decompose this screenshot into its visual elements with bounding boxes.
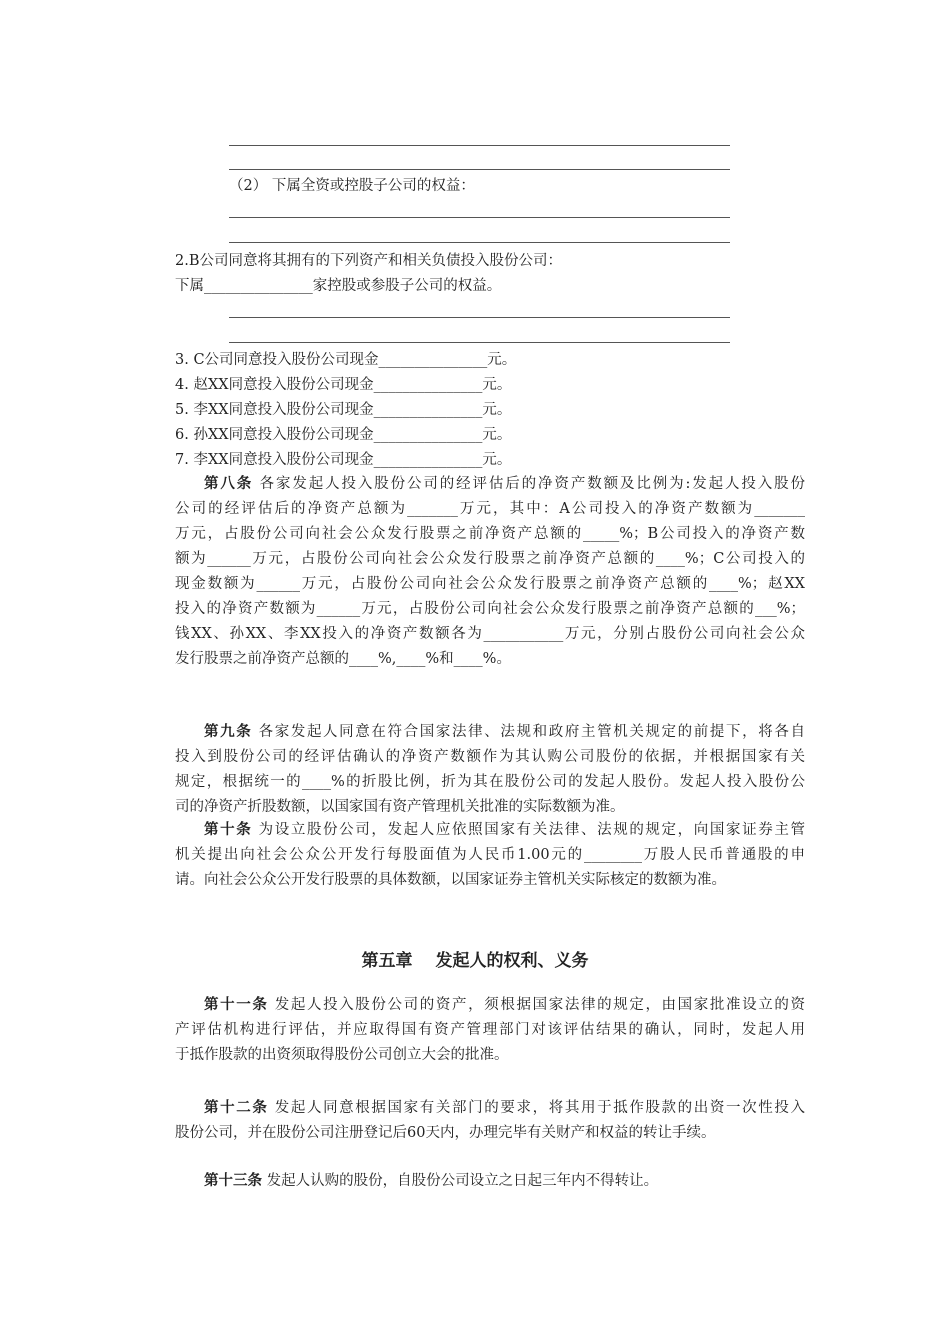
article-text: 各家发起人同意在符合国家法律、法规和政府主管机关规定的前提下，将各自	[252, 724, 805, 740]
blank-line	[229, 169, 730, 170]
sub-item-2: （2） 下属全资或控股子公司的权益：	[229, 178, 475, 194]
article-title: 第九条	[204, 724, 253, 740]
article-10	[175, 818, 805, 893]
paragraph-line	[175, 993, 805, 1018]
paragraph-line	[175, 1096, 805, 1121]
item-2: 2.B公司同意将其拥有的下列资产和相关负债投入股份公司： 下属_______________家控股或参股子公司的权益。	[175, 253, 562, 294]
paragraph-line	[175, 472, 805, 497]
chapter-heading: 第五章 发起人的权利、义务	[361, 951, 589, 971]
list-item: 4. 赵XX同意投入股份公司现金_______________元。	[175, 377, 512, 393]
article-text: 发起人认购的股份，自股份公司设立之日起三年内不得转让。	[262, 1173, 659, 1189]
article-9	[175, 720, 805, 820]
paragraph-line	[175, 720, 805, 745]
paragraph-line: 产评估机构进行评估，并应取得国有资产管理部门对该评估结果的确认，同时，发起人用	[175, 1022, 805, 1038]
article-12	[175, 1096, 805, 1146]
paragraph-line: 发行股票之前净资产总额的____%,____%和____%。	[175, 651, 511, 667]
paragraph-line: 投入的净资产数额为______万元，占股份公司向社会公众发行股票之前净资产总额的___%；	[175, 601, 805, 617]
paragraph-line	[175, 818, 805, 843]
article-title: 第十条	[204, 822, 253, 838]
list-item: 6. 孙XX同意投入股份公司现金_______________元。	[175, 427, 512, 443]
article-title: 第十一条	[204, 997, 269, 1013]
paragraph-line	[175, 1169, 805, 1194]
paragraph-line: 于抵作股款的出资须取得股份公司创立大会的批准。	[175, 1047, 509, 1063]
blank-line	[229, 342, 730, 343]
blank-line	[229, 217, 730, 218]
list-item: 5. 李XX同意投入股份公司现金_______________元。	[175, 402, 512, 418]
paragraph-line: 股份公司，并在股份公司注册登记后60天内，办理完毕有关财产和权益的转让手续。	[175, 1125, 716, 1141]
paragraph-line: 现金数额为______万元，占股份公司向社会公众发行股票之前净资产总额的____%；赵XX	[175, 576, 805, 592]
article-11	[175, 993, 805, 1068]
article-8	[175, 472, 805, 672]
blank-line	[229, 242, 730, 243]
article-13	[175, 1169, 805, 1194]
items-list	[175, 348, 805, 473]
list-item: 7. 李XX同意投入股份公司现金_______________元。	[175, 452, 512, 468]
blank-line	[229, 145, 730, 146]
paragraph-line: 万元，占股份公司向社会公众发行股票之前净资产总额的_____%；B公司投入的净资产数	[175, 526, 805, 542]
list-item: 3. C公司同意投入股份公司现金_______________元。	[175, 352, 517, 368]
article-title: 第十二条	[204, 1100, 269, 1116]
article-title: 第八条	[204, 476, 254, 492]
paragraph-line: 额为______万元，占股份公司向社会公众发行股票之前净资产总额的____%；C公司投入的	[175, 551, 805, 567]
paragraph-line: 投入到股份公司的经评估确认的净资产数额作为其认购公司股份的依据，并根据国家有关	[175, 749, 805, 765]
article-text: 各家发起人投入股份公司的经评估后的净资产数额及比例为:发起人投入股份	[253, 476, 805, 492]
paragraph-line: 公司的经评估后的净资产总额为_______万元，其中：A公司投入的净资产数额为_______	[175, 501, 805, 517]
paragraph-line: 规定，根据统一的____%的折股比例，折为其在股份公司的发起人股份。发起人投入股份公	[175, 774, 805, 790]
blank-line	[229, 317, 730, 318]
article-text: 发起人同意根据国家有关部门的要求，将其用于抵作股款的出资一次性投入	[268, 1100, 805, 1116]
article-title: 第十三条	[204, 1173, 262, 1189]
paragraph-line: 机关提出向社会公众公开发行每股面值为人民币1.00元的________万股人民币普通股的申	[175, 847, 805, 863]
article-text: 发起人投入股份公司的资产，须根据国家法律的规定，由国家批准设立的资	[268, 997, 805, 1013]
paragraph-line: 请。向社会公众公开发行股票的具体数额，以国家证券主管机关实际核定的数额为准。	[175, 872, 726, 888]
paragraph-line: 钱XX、孙XX、李XX投入的净资产数额各为___________万元，分别占股份公司向社会公众	[175, 626, 805, 642]
article-text: 为设立股份公司，发起人应依照国家有关法律、法规的规定，向国家证券主管	[252, 822, 805, 838]
paragraph-line: 司的净资产折股数额，以国家国有资产管理机关批准的实际数额为准。	[175, 799, 625, 815]
